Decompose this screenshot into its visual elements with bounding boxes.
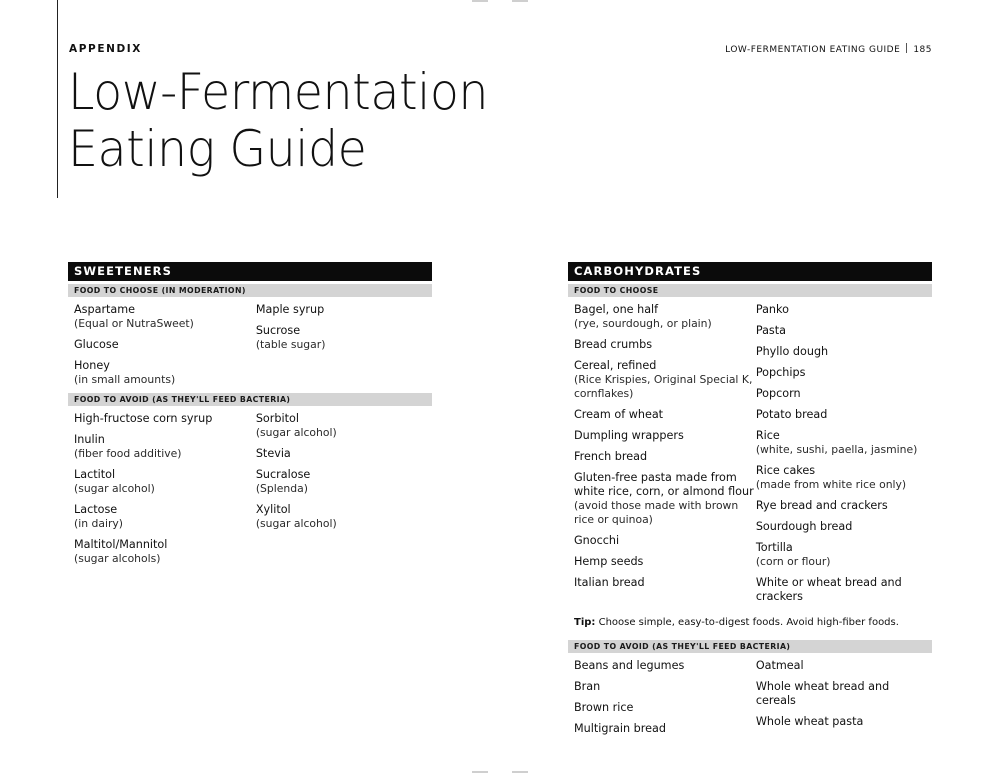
sweeteners-panel: [68, 262, 432, 573]
item-name: Honey: [74, 359, 110, 372]
carbohydrates-avoid-column-1: [574, 659, 756, 743]
list-item: [574, 534, 756, 548]
page-number: 185: [913, 45, 932, 55]
list-item: [574, 680, 756, 694]
tip-text: Choose simple, easy-to-digest foods. Avoid high-fiber foods.: [595, 617, 899, 628]
item-name: Beans and legumes: [574, 659, 685, 672]
carbohydrates-panel: [568, 262, 932, 743]
item-name: Italian bread: [574, 576, 645, 589]
item-name: Sourdough bread: [755, 520, 853, 533]
carbohydrates-choose-heading: FOOD TO CHOOSE: [568, 284, 932, 297]
carbohydrates-heading: CARBOHYDRATES: [568, 262, 932, 281]
item-note: (in dairy): [74, 517, 123, 530]
list-item: [574, 471, 756, 527]
page-title: [68, 64, 488, 178]
running-head-title: LOW-FERMENTATION EATING GUIDE: [725, 45, 901, 55]
running-head: [725, 43, 932, 55]
list-item: [756, 680, 932, 708]
item-note: (sugar alcohol): [74, 482, 155, 495]
item-name: Brown rice: [574, 701, 634, 714]
item-note: (corn or flour): [755, 555, 831, 568]
item-name: Sorbitol: [255, 412, 299, 425]
item-note: (avoid those made with brown rice or quinoa): [574, 499, 739, 526]
item-name: Lactitol: [74, 468, 116, 481]
item-note: (sugar alcohol): [255, 517, 337, 530]
item-name: High-fructose corn syrup: [74, 412, 213, 425]
carbohydrates-choose-column-2: [756, 303, 932, 611]
list-item: [756, 520, 932, 534]
item-name: Inulin: [74, 433, 105, 446]
list-item: [74, 503, 256, 531]
item-name: Potato bread: [755, 408, 828, 421]
item-note: (sugar alcohol): [255, 426, 337, 439]
item-name: Sucrose: [255, 324, 301, 337]
list-item: [74, 433, 256, 461]
item-name: Sucralose: [255, 468, 311, 481]
sweeteners-choose-heading: FOOD TO CHOOSE (IN MODERATION): [68, 284, 432, 297]
carbohydrates-choose-column-1: [574, 303, 756, 611]
list-item: [574, 722, 756, 736]
item-name: Phyllo dough: [755, 345, 829, 358]
list-item: [574, 659, 756, 673]
list-item: [74, 338, 256, 352]
carbohydrates-choose-list: [568, 297, 932, 611]
list-item: [574, 450, 756, 464]
item-name: Aspartame: [74, 303, 136, 316]
running-head-separator: [906, 43, 907, 53]
item-note: (Splenda): [255, 482, 308, 495]
list-item: [256, 468, 432, 496]
carbohydrates-avoid-column-2: [756, 659, 932, 743]
list-item: [256, 447, 432, 461]
item-name: Dumpling wrappers: [574, 429, 684, 442]
vertical-rule: [57, 0, 58, 198]
item-name: Bran: [574, 680, 601, 693]
page-title-line-1: Low-Fermentation: [68, 63, 489, 121]
sweeteners-heading: SWEETENERS: [68, 262, 432, 281]
item-name: Whole wheat pasta: [755, 715, 864, 728]
item-note: (white, sushi, paella, jasmine): [755, 443, 918, 456]
list-item: [74, 303, 256, 331]
item-name: Tortilla: [755, 541, 793, 554]
list-item: [756, 715, 932, 729]
item-name: Xylitol: [255, 503, 291, 516]
list-item: [756, 576, 932, 604]
list-item: [74, 538, 256, 566]
item-name: Rice: [755, 429, 780, 442]
item-name: Lactose: [74, 503, 118, 516]
list-item: [756, 408, 932, 422]
item-name: Stevia: [255, 447, 291, 460]
list-item: [756, 464, 932, 492]
item-note: (table sugar): [255, 338, 326, 351]
list-item: [74, 468, 256, 496]
item-name: Oatmeal: [755, 659, 804, 672]
item-name: Gluten-free pasta made from white rice, corn, or almond flour: [574, 471, 754, 498]
sweeteners-choose-list: [68, 297, 432, 394]
list-item: [74, 412, 256, 426]
tip-label: Tip:: [574, 617, 596, 628]
carbohydrates-avoid-heading: FOOD TO AVOID (AS THEY'LL FEED BACTERIA): [568, 640, 932, 653]
list-item: [256, 324, 432, 352]
carbohydrates-avoid-list: [568, 653, 932, 743]
list-item: [756, 303, 932, 317]
sweeteners-avoid-heading: FOOD TO AVOID (AS THEY'LL FEED BACTERIA): [68, 393, 432, 406]
section-label: APPENDIX: [69, 43, 142, 55]
item-name: Bread crumbs: [574, 338, 653, 351]
gutter-mark: [472, 0, 488, 2]
item-note: (Equal or NutraSweet): [74, 317, 194, 330]
list-item: [756, 429, 932, 457]
sweeteners-choose-column-1: [74, 303, 256, 394]
list-item: [756, 324, 932, 338]
item-name: Popchips: [755, 366, 806, 379]
item-note: (made from white rice only): [755, 478, 907, 491]
list-item: [756, 499, 932, 513]
list-item: [574, 303, 756, 331]
item-note: (sugar alcohols): [74, 552, 161, 565]
item-name: Rye bread and crackers: [755, 499, 888, 512]
list-item: [574, 338, 756, 352]
carbohydrates-tip: [568, 617, 932, 628]
item-name: Popcorn: [755, 387, 801, 400]
list-item: [574, 408, 756, 422]
item-name: Bagel, one half: [574, 303, 659, 316]
list-item: [256, 303, 432, 317]
list-item: [756, 659, 932, 673]
item-name: Rice cakes: [755, 464, 816, 477]
list-item: [756, 387, 932, 401]
item-name: Pasta: [755, 324, 786, 337]
item-name: Multigrain bread: [574, 722, 666, 735]
item-note: (rye, sourdough, or plain): [574, 317, 712, 330]
list-item: [256, 412, 432, 440]
item-note: (Rice Krispies, Original Special K, cornflakes): [574, 373, 753, 400]
sweeteners-avoid-column-2: [256, 412, 432, 573]
item-name: Cream of wheat: [574, 408, 664, 421]
item-note: (in small amounts): [74, 373, 176, 386]
item-name: Panko: [755, 303, 789, 316]
item-name: Gnocchi: [574, 534, 620, 547]
list-item: [574, 429, 756, 443]
list-item: [756, 541, 932, 569]
item-name: Maple syrup: [255, 303, 325, 316]
item-name: French bread: [574, 450, 648, 463]
sweeteners-avoid-column-1: [74, 412, 256, 573]
item-name: White or wheat bread and crackers: [755, 576, 902, 603]
item-note: (fiber food additive): [74, 447, 182, 460]
list-item: [74, 359, 256, 387]
list-item: [574, 701, 756, 715]
item-name: Glucose: [74, 338, 119, 351]
item-name: Cereal, refined: [574, 359, 657, 372]
list-item: [574, 359, 756, 401]
list-item: [756, 345, 932, 359]
page-title-line-2: Eating Guide: [68, 120, 367, 178]
item-name: Hemp seeds: [574, 555, 644, 568]
list-item: [574, 555, 756, 569]
item-name: Whole wheat bread and cereals: [755, 680, 890, 707]
gutter-mark: [512, 0, 528, 2]
sweeteners-choose-column-2: [256, 303, 432, 394]
list-item: [756, 366, 932, 380]
item-name: Maltitol/Mannitol: [74, 538, 168, 551]
sweeteners-avoid-list: [68, 406, 432, 573]
list-item: [256, 503, 432, 531]
list-item: [574, 576, 756, 590]
